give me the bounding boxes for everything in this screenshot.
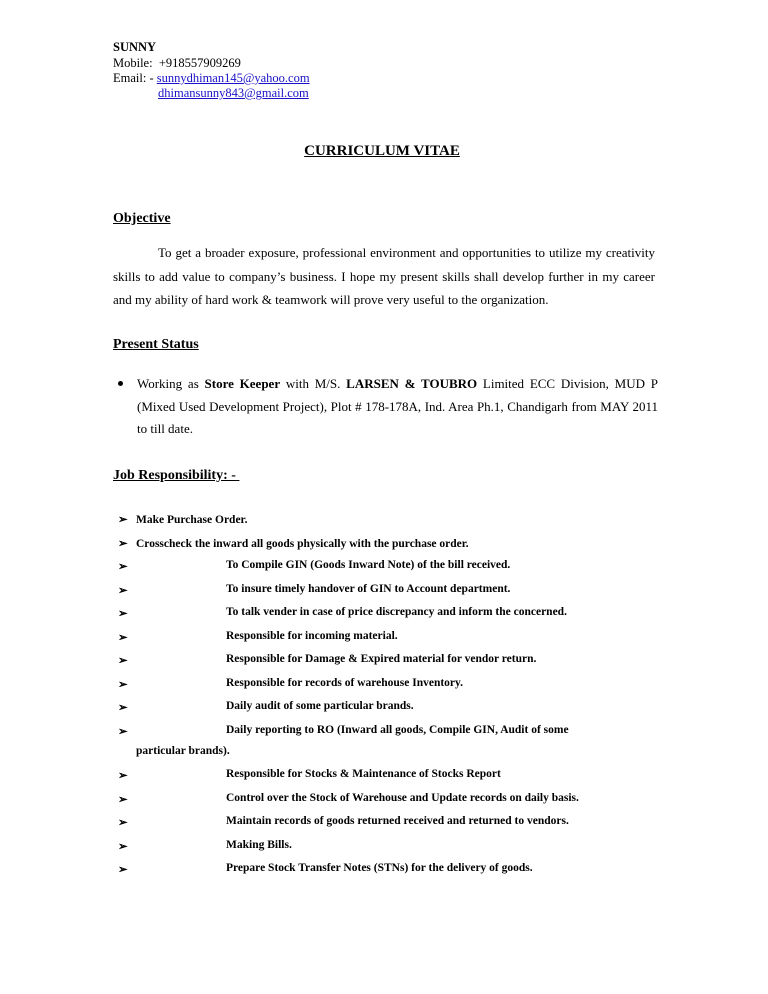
list-item: ➢ Maintain records of goods returned received and returned to vendors. <box>118 815 569 829</box>
arrow-bullet-icon: ➢ <box>118 726 128 738</box>
title-text: CURRICULUM VITAE <box>304 143 460 159</box>
arrow-bullet-icon: ➢ <box>118 632 128 644</box>
arrow-bullet-icon: ➢ <box>118 770 128 782</box>
list-item: ➢ Crosscheck the inward all goods physically with the purchase order. <box>118 538 469 550</box>
list-item: ➢ Responsible for Damage & Expired material for vendor return. <box>118 653 537 667</box>
mobile-label: Mobile: <box>113 56 153 70</box>
list-item: ➢ To talk vender in case of price discrepancy and inform the concerned. <box>118 606 567 620</box>
arrow-bullet-icon: ➢ <box>118 561 128 573</box>
list-item: ➢ Making Bills. <box>118 839 292 853</box>
list-item: ➢ Control over the Stock of Warehouse and Update records on daily basis. <box>118 792 579 806</box>
list-item: ➢ Make Purchase Order. <box>118 514 248 526</box>
list-item: ➢ Daily reporting to RO (Inward all goods, Compile GIN, Audit of some <box>118 724 569 738</box>
list-item: ➢ To insure timely handover of GIN to Account department. <box>118 583 511 597</box>
list-item: ➢ To Compile GIN (Goods Inward Note) of the bill received. <box>118 559 511 573</box>
bullet-icon <box>118 381 123 386</box>
list-item-continuation: particular brands). <box>136 745 230 757</box>
arrow-bullet-icon: ➢ <box>118 817 128 829</box>
mobile-line <box>113 56 241 72</box>
objective-text: To get a broader exposure, professional environment and opportunities to utilize my creativity skills to add value to company’s business. I hope my present skills shall develop further in my career and my ability of hard work & teamwork will prove very useful to the organization. <box>113 245 655 307</box>
mobile-number: +918557909269 <box>158 56 241 70</box>
present-status-item <box>118 373 658 441</box>
document-title <box>0 143 768 160</box>
arrow-bullet-icon: ➢ <box>118 702 128 714</box>
email-link-yahoo[interactable]: sunnydhiman145@yahoo.com <box>156 71 310 85</box>
arrow-bullet-icon: ➢ <box>118 538 128 550</box>
email-label: Email: - <box>113 71 154 85</box>
arrow-bullet-icon: ➢ <box>118 864 128 876</box>
objective-heading: Objective <box>113 211 171 226</box>
present-status-text: Working as Store Keeper with M/S. LARSEN & TOUBRO Limited ECC Division, MUD P (Mixed Used Development Project), Plot # 178-178A, Ind. Area Ph.1, Chandigarh from MAY 2011 to till date. <box>137 376 658 436</box>
arrow-bullet-icon: ➢ <box>118 608 128 620</box>
email-link-gmail[interactable]: dhimansunny843@gmail.com <box>158 86 309 100</box>
list-item: ➢ Responsible for Stocks & Maintenance of Stocks Report <box>118 768 501 782</box>
arrow-bullet-icon: ➢ <box>118 585 128 597</box>
list-item: ➢ Prepare Stock Transfer Notes (STNs) for the delivery of goods. <box>118 862 533 876</box>
job-responsibility-heading: Job Responsibility: - <box>113 468 236 483</box>
list-item: ➢ Responsible for incoming material. <box>118 630 398 644</box>
candidate-name <box>113 40 156 56</box>
list-item: ➢ Responsible for records of warehouse Inventory. <box>118 677 464 691</box>
arrow-bullet-icon: ➢ <box>118 841 128 853</box>
arrow-bullet-icon: ➢ <box>118 514 128 526</box>
arrow-bullet-icon: ➢ <box>118 655 128 667</box>
email-line <box>113 71 310 87</box>
present-status-heading: Present Status <box>113 337 199 352</box>
email-line-2 <box>158 86 309 102</box>
arrow-bullet-icon: ➢ <box>118 679 128 691</box>
arrow-bullet-icon: ➢ <box>118 794 128 806</box>
list-item: ➢ Daily audit of some particular brands. <box>118 700 414 714</box>
objective-paragraph <box>113 241 655 312</box>
name-text: SUNNY <box>113 40 157 54</box>
